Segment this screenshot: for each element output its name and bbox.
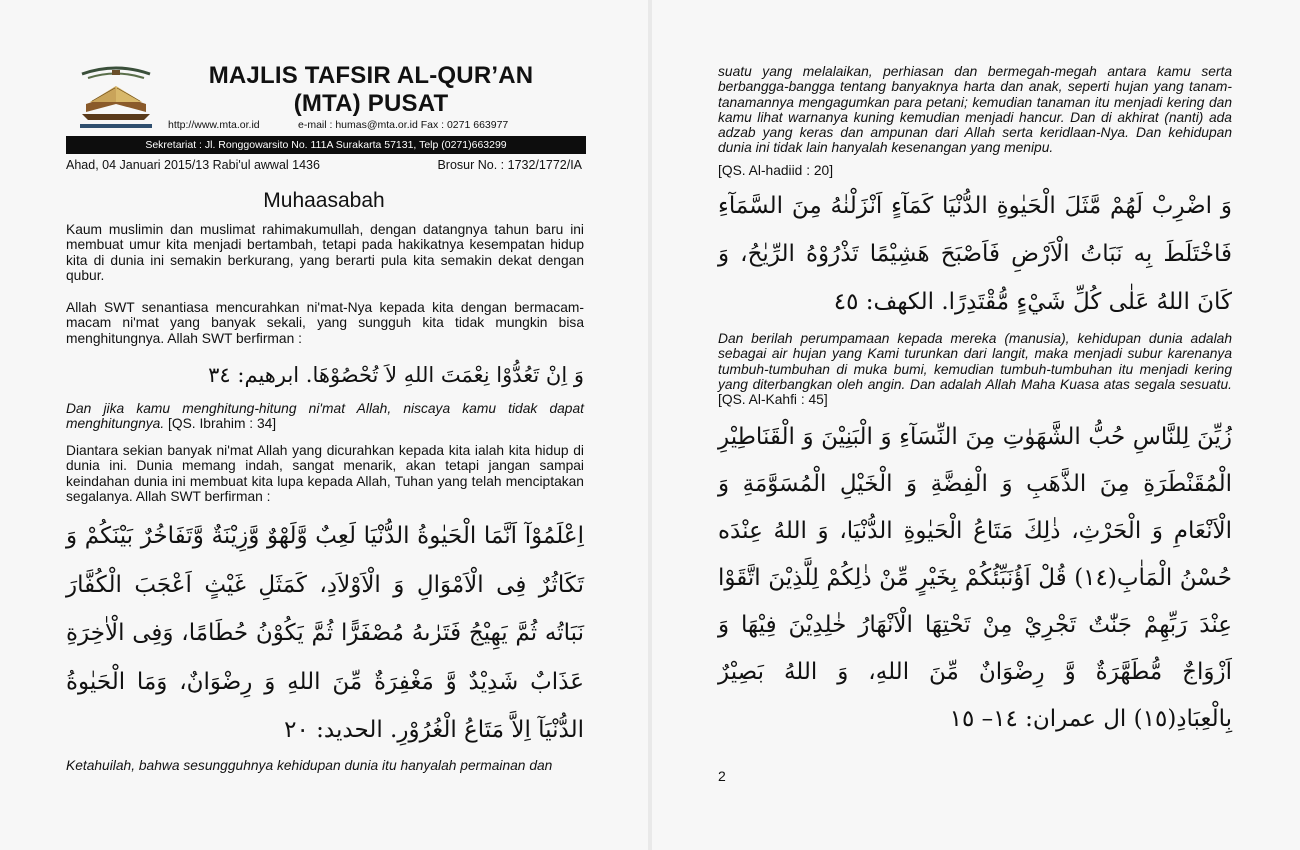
- right-page: [652, 0, 1300, 850]
- verse-translation-text: Dan berilah perumpamaan kepada mereka (manusia), kehidupan dunia adalah sebagai air hujan yang Kami turunkan dari langit, maka menjadi subur karenanya tumbuh-tumbuhan di muka bumi, kemudian tumbuh-tumbuhan itu menjadi kering yang diterbangkan oleh angin. Dan adalah Allah Maha Kuasa atas segala sesuatu.: [718, 331, 1232, 392]
- article-title: Muhaasabah: [263, 189, 385, 212]
- verse-al-kahfi-45: وَ اضْرِبْ لَهُمْ مَّثَلَ الْحَيٰوةِ الدُّنْيَا كَمَآءٍ اَنْزَلْنٰهُ مِنَ السَّمَآءِ فَاخْتَلَطَ بِه نَبَاتُ الْاَرْضِ فَاَصْبَحَ هَشِيْمًا تَذْرُوْهُ الرِّيٰحُ، وَ كَانَ اللهُ عَلٰى كُلِّ شَيْءٍ مُّقْتَدِرًا. الكهف: ٤٥: [718, 193, 1232, 315]
- verse-al-hadid-20: اِعْلَمُوْآ اَنَّمَا الْحَيٰوةُ الدُّنْيَا لَعِبٌ وَّلَهْوٌ وَّزِيْنَةٌ وَّتَفَاخُرٌ بَيْنَكُمْ وَ تَكَاثُرٌ فِى الْاَمْوَالِ وَ الْاَوْلاَدِ، كَمَثَلِ غَيْثٍ اَعْجَبَ الْكُفَّارَ نَبَاتُه ثُمَّ يَهِيْجُ فَتَرٰىهُ مُصْفَرًّا ثُمَّ يَكُوْنُ حُطَامًا، وَفِى الْاٰخِرَةِ عَذَابٌ شَدِيْدٌ وَّ مَغْفِرَةٌ مِّنَ اللهِ وَ رِضْوَانٌ، وَمَا الْحَيٰوةُ الدُّنْيَآ اِلاَّ مَتَاعُ الْغُرُوْرِ. الحديد: ٢٠: [66, 523, 584, 743]
- secretariat-bar: Sekretariat : Jl. Ronggowarsito No. 111A Surakarta 57131, Telp (0271)663299: [66, 136, 586, 154]
- organization-title: [168, 62, 574, 118]
- paragraph-1: Kaum muslimin dan muslimat rahimakumullah, dengan datangnya tahun baru ini membuat umur kita menjadi bertambah, tetapi pada hakikatnya kesempatan hidup kita di dunia ini semakin berkurang, yang berarti pula kita semakin dekat dengan qubur.: [66, 222, 584, 283]
- website-link[interactable]: http://www.mta.or.id: [168, 119, 260, 131]
- verse-al-hadid-20-reference: [QS. Al-hadiid : 20]: [718, 163, 834, 178]
- verse-reference: [QS. Al-Kahfi : 45]: [718, 392, 828, 408]
- verse-ibrahim-34: وَ اِنْ تَعُدُّوْا نِعْمَتَ اللهِ لاَ تُحْصُوْهَا. ابرهيم: ٣٤: [208, 363, 584, 387]
- org-title-line-1: MAJLIS TAFSIR AL-QUR’AN: [208, 62, 534, 89]
- publication-date: Ahad, 04 Januari 2015/13 Rabi'ul awwal 1436: [66, 158, 320, 172]
- verse-al-hadid-20-translation-cont: suatu yang melalaikan, perhiasan dan bermegah-megah antara kamu serta berbangga-bangga tentang banyaknya harta dan anak, seperti hujan yang tanam-tanamannya mengagumkan para petani; kemudian tanaman itu menjadi kering dan kamu lihat warnanya kuning kemudian menjadi hancur. Dan di akhirat (nanti) ada adzab yang keras dan ampunan dari Allah serta keridlaan-Nya. Dan kehidupan dunia ini tidak lain hanyalah kesenangan yang menipu.: [718, 64, 1232, 156]
- page-number: 2: [718, 768, 726, 784]
- email-fax: e-mail : humas@mta.or.id Fax : 0271 663977: [298, 119, 509, 131]
- paragraph-2: Allah SWT senantiasa mencurahkan ni'mat-Nya kepada kita dengan bermacam-macam ni'mat yang banyak sekali, yang sungguh kita tidak mungkin bisa menghitungnya. Allah SWT berfirman :: [66, 300, 584, 346]
- paragraph-3: Diantara sekian banyak ni'mat Allah yang dicurahkan kepada kita ialah kita hidup di dunia ini. Dunia memang indah, sangat menarik, akan tetapi jangan sampai keindahan dunia ini membuat kita lupa kepada Allah, Tuhan yang telah menciptakan segalanya. Allah SWT berfirman :: [66, 443, 584, 504]
- verse-ibrahim-34-translation: [66, 401, 584, 432]
- bulletin-number: Brosur No. : 1732/1772/IA: [437, 158, 582, 172]
- verse-reference: [QS. Ibrahim : 34]: [164, 416, 277, 432]
- mta-logo-icon: [72, 64, 160, 132]
- verse-ali-imran-14-15: زُيِّنَ لِلنَّاسِ حُبُّ الشَّهَوٰتِ مِنَ النِّسَآءِ وَ الْبَنِيْنَ وَ الْقَنَاطِيْرِ الْمُقَنْطَرَةِ مِنَ الذَّهَبِ وَ الْفِضَّةِ وَ الْخَيْلِ الْمُسَوَّمَةِ وَ الْاَنْعَامِ وَ الْحَرْثِ، ذٰلِكَ مَتَاعُ الْحَيٰوةِ الدُّنْيَا، وَ اللهُ عِنْدَه حُسْنُ الْمَاٰبِ(١٤) قُلْ اَؤُنَبِّئُكُمْ بِخَيْرٍ مِّنْ ذٰلِكُمْ لِلَّذِيْنَ اتَّقَوْا عِنْدَ رَبِّهِمْ جَنّٰتٌ تَجْرِيْ مِنْ تَحْتِهَا الْاَنْهَارُ خٰلِدِيْنَ فِيْهَا وَ اَزْوَاجٌ مُّطَهَّرَةٌ وَّ رِضْوَانٌ مِّنَ اللهِ، وَ اللهُ بَصِيْرٌ بِالْعِبَادِ(١٥) ال عمران: ١٤– ١٥: [718, 424, 1232, 732]
- verse-translation-text: Dan jika kamu menghitung-hitung ni'mat Allah, niscaya kamu tidak dapat menghitungnya.: [66, 401, 584, 432]
- verse-al-hadid-20-translation-start: Ketahuilah, bahwa sesungguhnya kehidupan dunia itu hanyalah permainan dan: [66, 758, 553, 773]
- verse-al-kahfi-45-translation: [718, 331, 1232, 407]
- left-page: [0, 0, 648, 850]
- org-title-line-2: (MTA) PUSAT: [293, 90, 449, 117]
